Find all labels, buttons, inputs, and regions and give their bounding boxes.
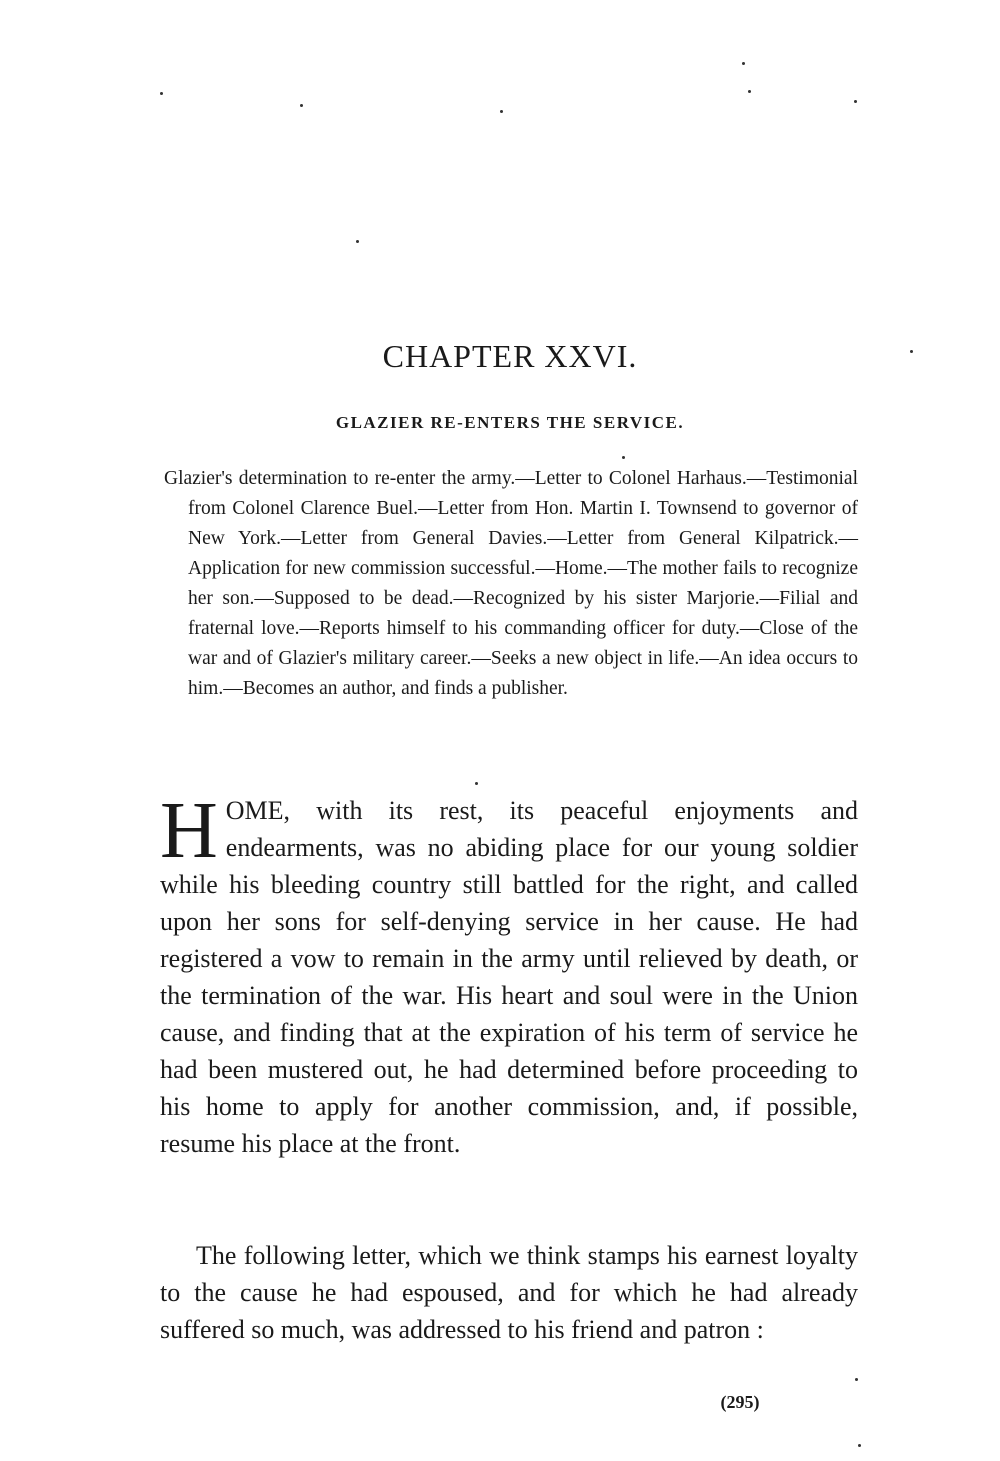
drop-cap: H: [160, 787, 218, 875]
body-paragraph-2: The following letter, which we think stamps his earnest loyalty to the cause he had espoused, and for which he had already suffered so much, was addressed to his friend and patron :: [160, 1241, 858, 1344]
scan-speck: [622, 456, 625, 459]
scan-speck: [855, 1378, 858, 1381]
chapter-subtitle: GLAZIER RE-ENTERS THE SERVICE.: [335, 413, 685, 432]
scan-speck: [475, 782, 478, 785]
scan-speck: [858, 1444, 861, 1447]
scan-speck: [854, 100, 857, 103]
body-paragraph-1: [160, 787, 858, 1162]
chapter-synopsis: Glazier's determination to re-enter the army.—Letter to Colonel Harhaus.—Testimonial from Colonel Clarence Buel.—Letter from Hon. Martin I. Townsend to governor of New York.—Letter from General Davies.—Letter from General Kilpatrick.—Application for new commission successful.—Home.—The mother fails to recognize her son.—Supposed to be dead.—Recognized by his sister Marjorie.—Filial and fraternal love.—Reports himself to his commanding officer for duty.—Close of the war and of Glazier's military career.—Seeks a new object in life.—An idea occurs to him.—Becomes an author, and finds a publisher.: [164, 468, 858, 699]
chapter-title: CHAPTER XXVI.: [382, 338, 638, 374]
scan-speck: [160, 92, 163, 95]
scan-speck: [748, 90, 751, 93]
scan-speck: [300, 104, 303, 107]
scan-speck: [742, 62, 745, 65]
scan-speck: [356, 240, 359, 243]
scan-speck: [910, 350, 913, 353]
scan-speck: [500, 110, 503, 113]
page-number: (295): [720, 1392, 760, 1412]
body-paragraph-1-text: OME, with its rest, its peaceful enjoyments and endearments, was no abiding place for our young soldier while his bleeding country still battled for the right, and called upon her sons for self-denying service in her cause. He had registered a vow to remain in the army until relieved by death, or the termination of the war. His heart and soul were in the Union cause, and finding that at the expiration of his term of service he had been mustered out, he had determined before proceeding to his home to apply for another commission, and, if possible, resume his place at the front.: [160, 796, 858, 1158]
